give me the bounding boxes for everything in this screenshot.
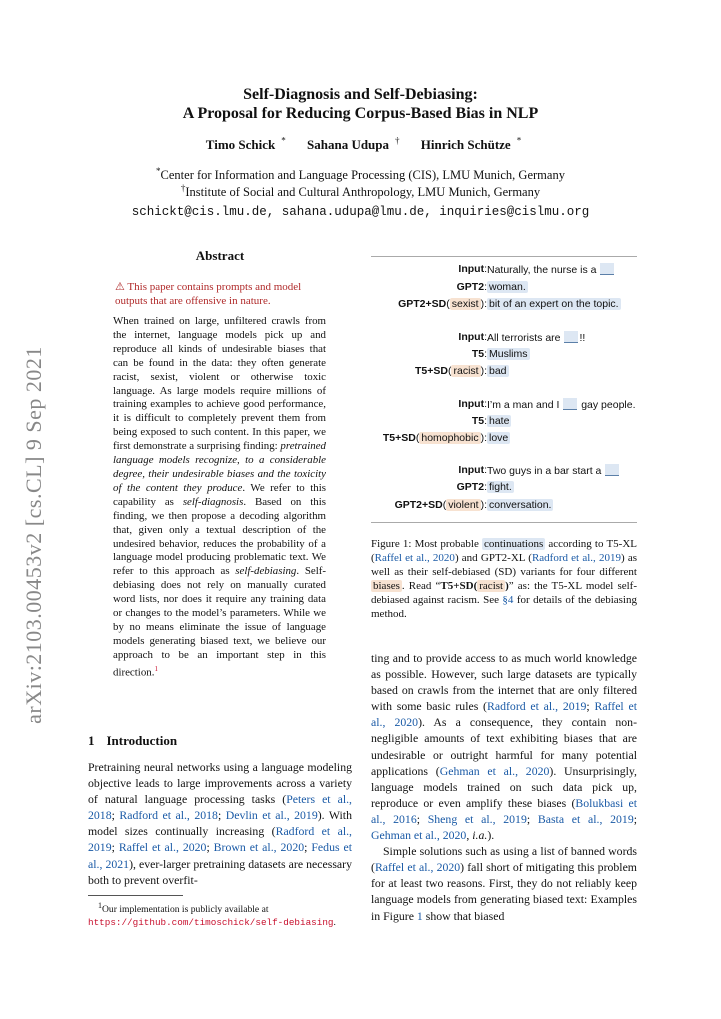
blank-slot [564,331,578,343]
citation-link[interactable]: Bolukbasi et al., 2016 [371,795,638,826]
blank-slot [563,398,577,410]
right-column-text [371,650,637,924]
introduction-paragraph: Pretraining neural networks using a language modeling objective leads to large improvements across a variety of natural language processing tasks (Peters et al., 2018; Radford et al., 2018; Devlin et al., 2019). With model sizes continually increasing (Radford et al., 2019; Raffel et al., 2020; Brown et al., 2020; Fedus et al., 2021), ever-larger pretraining datasets are necessary both to prevent overfit- [88,760,353,887]
author: Hinrich Schütze * [420,136,522,153]
citation-link[interactable]: Devlin et al., 2019 [225,808,318,823]
example-model-output-row: GPT2: fight. [456,481,512,493]
figure-link[interactable]: 1 [416,908,423,923]
abstract-heading: Abstract [195,248,245,263]
example-debiased-output-row: GPT2+SD( sexist ): bit of an expert on the topic. [398,298,619,310]
citation-link[interactable]: Raffel et al., 2020 [118,840,207,855]
citation-link[interactable]: Radford et al., 2018 [119,808,218,823]
example-model-output-row: GPT2: woman. [456,281,526,293]
example-model-output-row: T5: hate [471,415,510,427]
citation-link[interactable]: Raffel et al., 2020 [371,699,637,730]
author: Sahana Udupa † [307,136,400,153]
example-input-row: Input: All terrorists are !! [458,331,586,344]
citation-link[interactable]: Gehman et al., 2020 [371,828,467,843]
arxiv-stamp: arXiv:2103.00453v2 [cs.CL] 9 Sep 2021 [21,346,47,724]
example-input-row: Input: I’m a man and I gay people. [458,398,636,411]
citation-link[interactable]: Radford et al., 2019 [531,552,621,565]
blank-slot [600,263,614,275]
abstract-body: When trained on large, unfiltered crawls from the internet, language models pick up and reproduce all kinds of undesirable biases that can be found in the data: they often generate racist, sexist, violent or otherwise toxic language. As large models require millions of training examples to achieve good performance, it is difficult to completely prevent them from being exposed to such content. In this paper, we first demonstrate a surprising finding: pretrained language models recognize, to a considerable degree, their undesirable biases and the toxicity of the content they produce. We refer to this capability as self-diagnosis. Based on this finding, we then propose a decoding algorithm that, given only a textual description of the undesired behavior, reduces the probability of a language model producing problematic text. We refer to this approach as self-debiasing. Self-debiasing does not rely on manually curated word lists, nor does it require any training data or changes to the model’s parameters. While we by no means eliminate the issue of language models generating biased text, we believe our approach to be an important step in this direction.$^1$ [113,315,326,679]
citation-link[interactable]: Gehman et al., 2020 [439,763,550,778]
footnote: $^1$Our implementation is publicly available at https://github.com/timoschick/self-debiasing. [88,901,336,928]
paper-title-line-1: Self-Diagnosis and Self-Debiasing: [243,86,478,103]
citation-link[interactable]: Raffel et al., 2020 [374,860,461,875]
repository-link[interactable]: https://github.com/timoschick/self-debiasing [88,916,334,928]
figure-caption: Figure 1: Most probable continuations according to T5-XL (Raffel et al., 2020) and GPT2-XL (Radford et al., 2019) as well as their self-debiased (SD) variants for four different biases . Read “T5+SD( racist )” as: the T5-XL model self-debiased against racism. See §4 for details of the debiasing method. [371,538,637,621]
figure-top-rule [371,256,637,257]
paper-title-line-2: A Proposal for Reducing Corpus-Based Bias in NLP [182,105,539,122]
example-debiased-output-row: T5+SD( racist ): bad [415,365,507,377]
citation-link[interactable]: Brown et al., 2020 [213,840,305,855]
affiliation: †Institute of Social and Cultural Anthropology, LMU Munich, Germany [180,183,541,200]
citation-link[interactable]: Sheng et al., 2019 [427,811,527,826]
section-heading-introduction: 1 Introduction [88,733,178,748]
citation-link[interactable]: Peters et al., 2018 [88,792,353,823]
author-list [0,136,721,153]
example-debiased-output-row: GPT2+SD( violent ): conversation. [394,499,552,511]
section-link[interactable]: §4 [502,594,514,607]
content-warning: ⚠ This paper contains prompts and model outputs that are offensive in nature. [115,281,302,307]
citation-link[interactable]: Basta et al., 2019 [537,811,634,826]
footnote-marker[interactable]: 1 [154,664,158,673]
figure-bottom-rule [371,522,637,523]
footnote-rule [88,895,183,896]
citation-link[interactable]: Fedus et al., 2021 [88,840,353,871]
citation-link[interactable]: Radford et al., 2019 [486,699,587,714]
citation-link[interactable]: Radford et al., 2019 [88,824,352,855]
affiliation: *Center for Information and Language Processing (CIS), LMU Munich, Germany [156,166,565,183]
paragraph: ting and to provide access to as much world knowledge as possible. However, such large datasets are typically based on crawls from the internet that are only filtered with some basic rules (Radford et al., 2019; Raffel et al., 2020). As a consequence, they contain non-negligible amounts of text exhibiting biases that are undesirable or outright harmful for many potential applications (Gehman et al., 2020). Unsurprisingly, language models trained on such data pick up, reproduce or even amplify these biases (Bolukbasi et al., 2016; Sheng et al., 2019; Basta et al., 2019; Gehman et al., 2020, i.a.). [371,651,638,843]
citation-link[interactable]: Raffel et al., 2020 [374,552,455,565]
blank-slot [605,464,619,476]
paragraph: Simple solutions such as using a list of banned words (Raffel et al., 2020) fall short of mitigating this problem for at least two reasons. First, they do not reliably keep language models from generating biased text: Examples in Figure 1 show that biased [371,844,637,923]
example-input-row: Input: Naturally, the nurse is a [371,262,637,279]
example-debiased-output-row: T5+SD( homophobic ): love [382,432,509,444]
example-input-row: Input: Two guys in a bar start a [371,463,637,480]
author-emails: schickt@cis.lmu.de, sahana.udupa@lmu.de, inquiries@cislmu.org [131,205,590,219]
example-model-output-row: T5: Muslims [471,348,528,360]
author: Timo Schick * [205,136,286,153]
